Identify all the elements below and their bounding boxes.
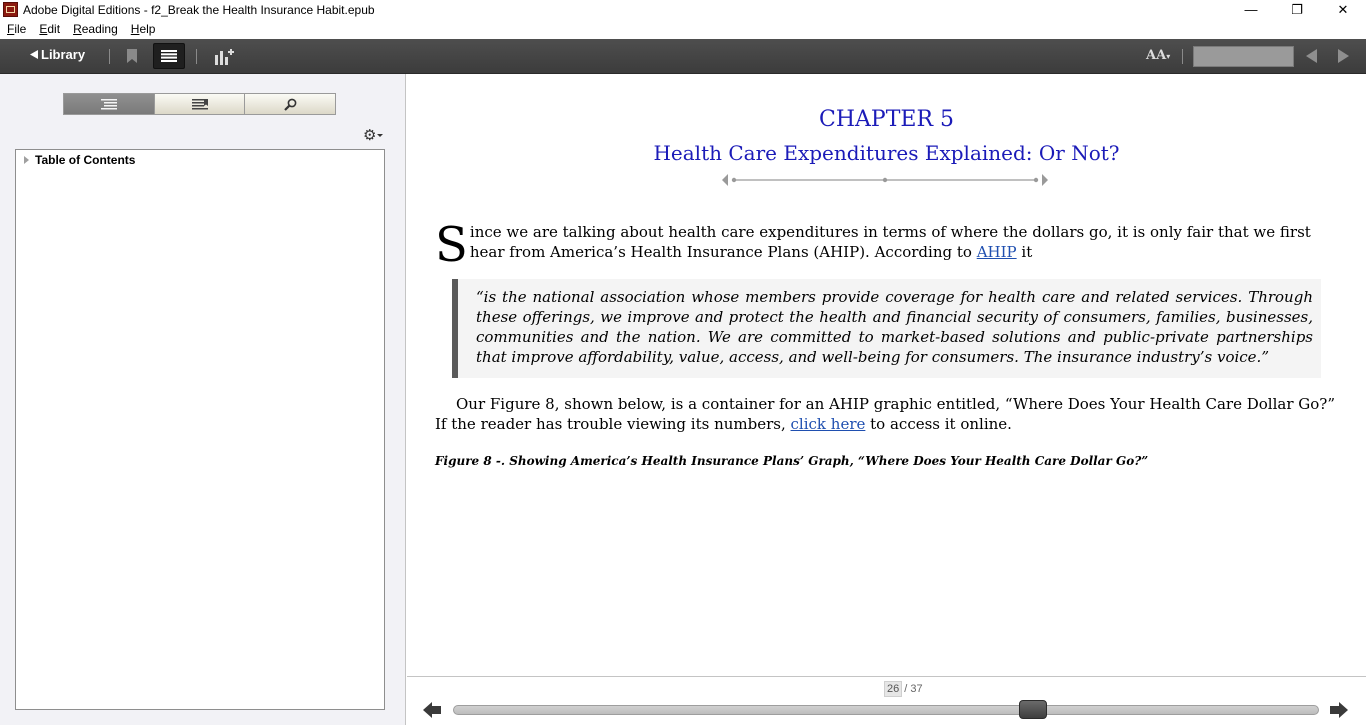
total-pages: / 37 <box>904 683 923 695</box>
chapter-number: CHAPTER 5 <box>819 107 954 132</box>
toc-toggle-button[interactable] <box>153 43 185 69</box>
menu-edit[interactable]: Edit <box>39 22 61 36</box>
toolbar <box>0 39 1366 74</box>
click-here-link[interactable]: click here <box>790 415 866 433</box>
previous-page-icon[interactable] <box>1306 49 1317 63</box>
navigation-panel <box>0 74 406 725</box>
paragraph: Our Figure 8, shown below, is a container for an AHIP graphic entitled, “Where Does Your Health Care Dollar Go?” If the reader has trouble viewing its numbers, click here to access it online. <box>435 395 1336 433</box>
list-icon <box>161 50 177 62</box>
title-bar <box>0 0 1366 19</box>
library-label: Library <box>41 47 86 62</box>
tab-contents[interactable] <box>64 94 155 114</box>
page-navigation-bar <box>407 676 1366 725</box>
tab-bookmarks[interactable] <box>155 94 246 114</box>
toc-tree <box>15 149 385 710</box>
arrow-right-icon[interactable] <box>1330 701 1348 719</box>
toolbar-separator <box>109 49 110 64</box>
page-slider-thumb[interactable] <box>1019 700 1047 719</box>
block-quote: “is the national association whose members provide coverage for health care and related services. Through these offerings, we improve and protect the health and financial security of consumers, families, businesses, communities and the nation. We are committed to market-based solutions and public-private partnerships that improve affordability, value, access, and well-being for consumers. The insurance industry’s voice.” <box>452 279 1321 378</box>
bar-chart-plus-icon[interactable] <box>214 47 234 65</box>
panel-view-tabs <box>63 93 336 115</box>
menu-file[interactable]: File <box>7 22 27 36</box>
gear-icon[interactable]: ⚙ <box>363 127 377 144</box>
gear-caret-icon <box>377 134 383 137</box>
search-input[interactable] <box>1193 46 1294 67</box>
window-title: Adobe Digital Editions - f2_Break the Health Insurance Habit.epub <box>23 2 375 17</box>
back-triangle-icon <box>30 50 38 59</box>
font-size-button[interactable]: AA▾ <box>1146 48 1171 63</box>
next-page-icon[interactable] <box>1338 49 1349 63</box>
contents-list-icon <box>101 99 117 110</box>
library-button[interactable] <box>30 47 85 62</box>
close-button[interactable]: ✕ <box>1337 1 1349 17</box>
ahip-link[interactable]: AHIP <box>976 243 1017 261</box>
divider-ornament <box>722 172 1048 188</box>
page-indicator <box>884 681 923 697</box>
arrow-left-icon[interactable] <box>423 701 441 719</box>
chapter-title: Health Care Expenditures Explained: Or Not? <box>653 141 1120 165</box>
toolbar-separator <box>1182 49 1183 64</box>
minimize-button[interactable]: — <box>1244 2 1258 17</box>
toolbar-separator <box>196 49 197 64</box>
toc-item-root[interactable] <box>24 153 135 167</box>
paragraph: Since we are talking about health care expenditures in terms of where the dollars go, it is only fair that we first hear from America’s Health Insurance Plans (AHIP). According to AHIP it <box>435 217 1311 273</box>
menu-help[interactable]: Help <box>130 22 156 36</box>
page-slider-track[interactable] <box>453 705 1319 715</box>
toc-item-label: Table of Contents <box>35 153 136 167</box>
tab-search[interactable] <box>245 94 335 114</box>
menu-reading[interactable]: Reading <box>73 22 118 36</box>
drop-cap: S <box>435 217 468 273</box>
current-page-field[interactable]: 26 <box>884 681 902 697</box>
magnifier-icon <box>284 98 297 111</box>
dropdown-caret-icon: ▾ <box>1166 51 1171 61</box>
expand-triangle-icon[interactable] <box>24 156 29 164</box>
menu-bar <box>0 19 1366 39</box>
restore-button[interactable]: ❐ <box>1291 1 1303 17</box>
bookmark-list-icon <box>192 99 208 110</box>
reading-pane <box>407 74 1366 676</box>
app-icon <box>3 2 18 17</box>
figure-caption: Figure 8 -. Showing America’s Health Insurance Plans’ Graph, “Where Does Your Health Care Dollar Go?” <box>435 454 1149 468</box>
bookmark-icon[interactable] <box>127 49 137 63</box>
window-controls <box>1228 0 1366 19</box>
